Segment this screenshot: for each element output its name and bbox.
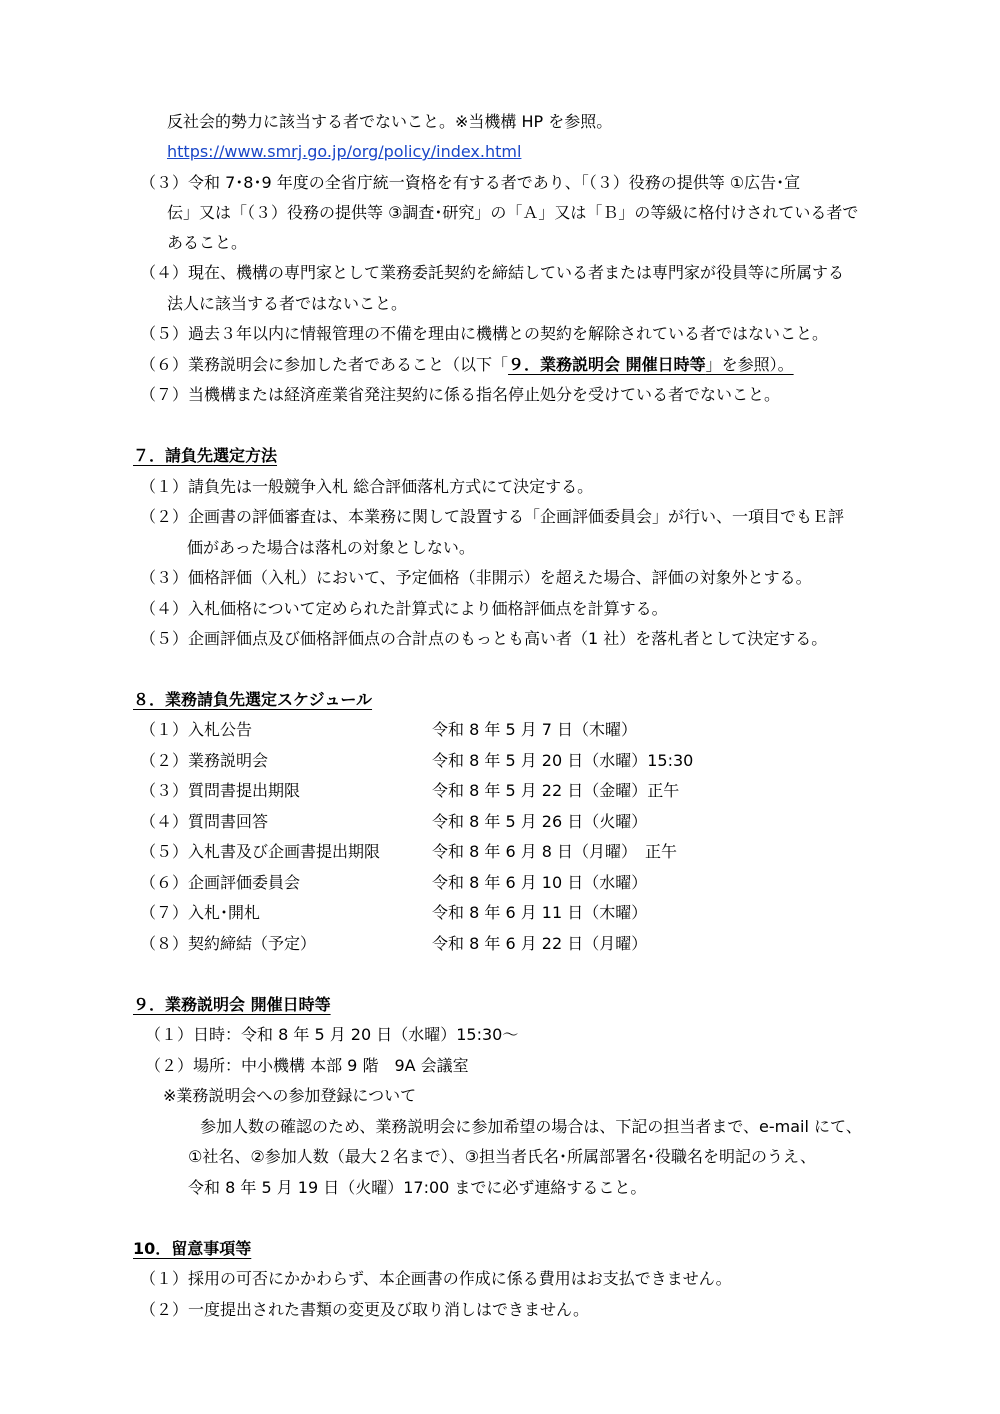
schedule-item: （８）契約締結（予定） [140, 934, 317, 953]
section9-note: ※業務説明会への参加登録について [163, 1086, 417, 1105]
section10-line1: （１）採用の可否にかかわらず、本企画書の作成に係る費用はお支払できません。 [140, 1269, 732, 1288]
intro-item4-line-b: 法人に該当する者ではないこと。 [167, 294, 408, 313]
intro-item6-ref-text: ９．業務説明会 開催日時等 [508, 355, 706, 374]
section10-heading: 10．留意事項等 [133, 1239, 252, 1258]
schedule-date: 令和 8 年 5 月 26 日（火曜） [432, 812, 648, 831]
schedule-date: 令和 8 年 5 月 22 日（金曜）正午 [432, 781, 680, 800]
intro-item3-line-a: （３）令和 7･8･9 年度の全省庁統一資格を有する者であり、「（３）役務の提供等 ①広告･宣 [140, 173, 801, 192]
section7-line4: （４）入札価格について定められた計算式により価格評価点を計算する。 [140, 599, 668, 618]
section9-heading: ９．業務説明会 開催日時等 [133, 995, 331, 1014]
section7-line3: （３）価格評価（入札）において、予定価格（非開示）を超えた場合、評価の対象外とする。 [140, 568, 812, 587]
schedule-item: （７）入札･開札 [140, 903, 261, 922]
policy-link-row [167, 141, 521, 163]
schedule-item: （２）業務説明会 [140, 751, 269, 770]
schedule-date: 令和 8 年 6 月 8 日（月曜） 正午 [432, 842, 678, 861]
policy-url-link[interactable]: https://www.smrj.go.jp/org/policy/index.html [167, 142, 522, 161]
section9-paragraph-line1: 参加人数の確認のため、業務説明会に参加希望の場合は、下記の担当者まで、e-mail にて、 [200, 1117, 862, 1136]
section9-datetime: （１）日時：令和 8 年 5 月 20 日（水曜）15:30～ [145, 1025, 519, 1044]
intro-line1: 反社会的勢力に該当する者でないこと。※当機構 HP を参照。 [167, 112, 613, 131]
schedule-item: （３）質問書提出期限 [140, 781, 301, 800]
section9-paragraph-line3: 令和 8 年 5 月 19 日（火曜）17:00 までに必ず連絡すること。 [188, 1178, 647, 1197]
schedule-item: （６）企画評価委員会 [140, 873, 301, 892]
schedule-item: （４）質問書回答 [140, 812, 269, 831]
section8-heading: ８．業務請負先選定スケジュール [133, 690, 373, 709]
section9-location: （２）場所：中小機構 本部 9 階 9A 会議室 [145, 1056, 469, 1075]
schedule-date: 令和 8 年 6 月 22 日（月曜） [432, 934, 648, 953]
schedule-item: （５）入札書及び企画書提出期限 [140, 842, 381, 861]
schedule-date: 令和 8 年 6 月 10 日（水曜） [432, 873, 648, 892]
schedule-item: （１）入札公告 [140, 720, 253, 739]
schedule-date: 令和 8 年 5 月 20 日（水曜）15:30 [432, 751, 694, 770]
intro-item6-reference [508, 355, 794, 374]
intro-item7: （７）当機構または経済産業省発注契約に係る指名停止処分を受けている者でないこと。 [140, 385, 781, 404]
section7-line2a: （２）企画書の評価審査は、本業務に関して設置する「企画評価委員会」が行い、一項目でもＥ評 [140, 507, 845, 526]
schedule-date: 令和 8 年 5 月 7 日（木曜） [432, 720, 638, 739]
section7-line2b: 価があった場合は落札の対象としない。 [187, 538, 475, 557]
intro-item6-post: 」を参照）。 [705, 355, 794, 374]
intro-item6-pre: （６）業務説明会に参加した者であること（以下「 [140, 355, 509, 374]
intro-item6 [140, 354, 794, 376]
intro-item4-line-a: （４）現在、機構の専門家として業務委託契約を締結している者または専門家が役員等に所属する [140, 263, 845, 282]
section7-line5: （５）企画評価点及び価格評価点の合計点のもっとも高い者（1 社）を落札者として決定する。 [140, 629, 828, 648]
section7-heading: ７．請負先選定方法 [133, 446, 278, 465]
schedule-date: 令和 8 年 6 月 11 日（木曜） [432, 903, 648, 922]
intro-item5: （５）過去３年以内に情報管理の不備を理由に機構との契約を解除されている者ではないこと。 [140, 324, 829, 343]
section9-paragraph-line2: ①社名、②参加人数（最大２名まで）、③担当者氏名･所属部署名･役職名を明記のうえ、 [188, 1147, 816, 1166]
section7-line1: （１）請負先は一般競争入札 総合評価落札方式にて決定する。 [140, 477, 594, 496]
section10-line2: （２）一度提出された書類の変更及び取り消しはできません。 [140, 1300, 589, 1319]
intro-item3-line-c: あること。 [167, 233, 248, 252]
intro-item3-line-b: 伝」又は「（３）役務の提供等 ③調査･研究」の「Ａ」又は「Ｂ」の等級に格付けされている者で [167, 203, 859, 222]
